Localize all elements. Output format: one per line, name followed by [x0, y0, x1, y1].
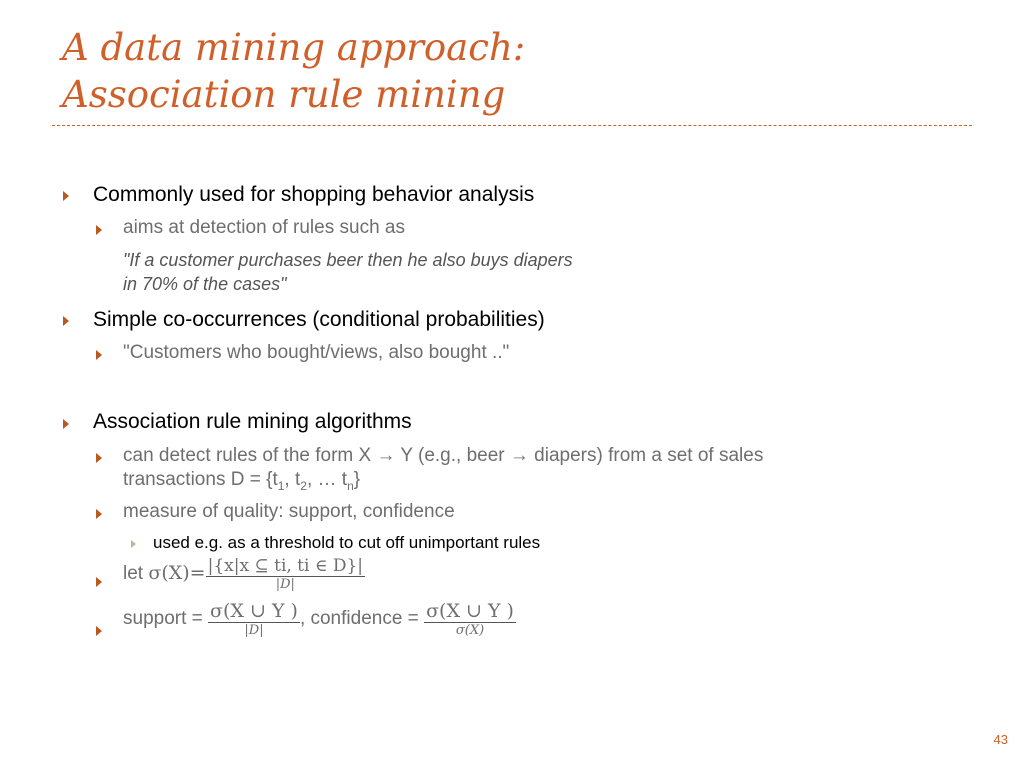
bullet-co-occurrences: Simple co-occurrences (conditional probabilities)	[93, 308, 545, 331]
bullet-arrow-icon	[96, 350, 102, 360]
bullet-arrow-icon	[63, 191, 69, 201]
bullet-quality-measure: measure of quality: support, confidence	[123, 501, 455, 522]
bullet-algorithms: Association rule mining algorithms	[93, 410, 412, 433]
bullet-arrow-icon	[63, 316, 69, 326]
quote-line-1: "If a customer purchases beer then he also buys diapers	[123, 250, 573, 270]
bullet-detect-rules: aims at detection of rules such as	[123, 217, 405, 238]
slide-title	[62, 24, 525, 118]
bullet-arrow-icon	[96, 626, 102, 636]
bullet-threshold: used e.g. as a threshold to cut off unimportant rules	[153, 533, 541, 552]
sigma-fraction: $\frac{|\{x|x ⊆ ti, ti \in D\}|}{|D|}$	[207, 556, 364, 592]
confidence-fraction: $\frac{\sigma(X \cup Y )}{\sigma(X)}$	[426, 600, 514, 638]
bullet-arrow-icon	[96, 225, 102, 235]
support-confidence-formula: support = $\frac{\sigma(X \cup Y )}{|D|}$ , confidence = $\frac{\sigma(X \cup Y )}{\sigma(X)}$	[123, 600, 514, 638]
bullet-shopping-analysis: Commonly used for shopping behavior analysis	[93, 183, 535, 206]
bullet-arrow-icon	[96, 453, 102, 463]
bullet-arrow-icon	[96, 577, 102, 587]
title-line-2: Association rule mining	[62, 73, 506, 116]
support-fraction: $\frac{\sigma(X \cup Y )}{|D|}$	[210, 600, 298, 638]
bullet-arrow-icon	[96, 509, 102, 519]
page-number: 43	[993, 732, 1008, 747]
bullet-arrow-icon	[63, 419, 69, 429]
title-divider	[52, 125, 972, 126]
sigma-definition: let σ(X)= $\frac{|\{x|x ⊆ ti, ti \in D\}|}{|D|}$	[123, 556, 364, 592]
bullet-arrow-small-icon	[131, 540, 136, 548]
quote-line-2: in 70% of the cases"	[123, 274, 287, 294]
bullet-rule-form-line-2: transactions $D = \{t_1$, $t_2$, … $t_n$}	[123, 469, 361, 493]
bullet-customers-quote: "Customers who bought/views, also bought .."	[123, 342, 510, 363]
title-line-1: A data mining approach:	[62, 26, 526, 69]
bullet-rule-form-line-1: can detect rules of the form X → Y (e.g., beer → diapers) from a set of sales	[123, 445, 764, 466]
